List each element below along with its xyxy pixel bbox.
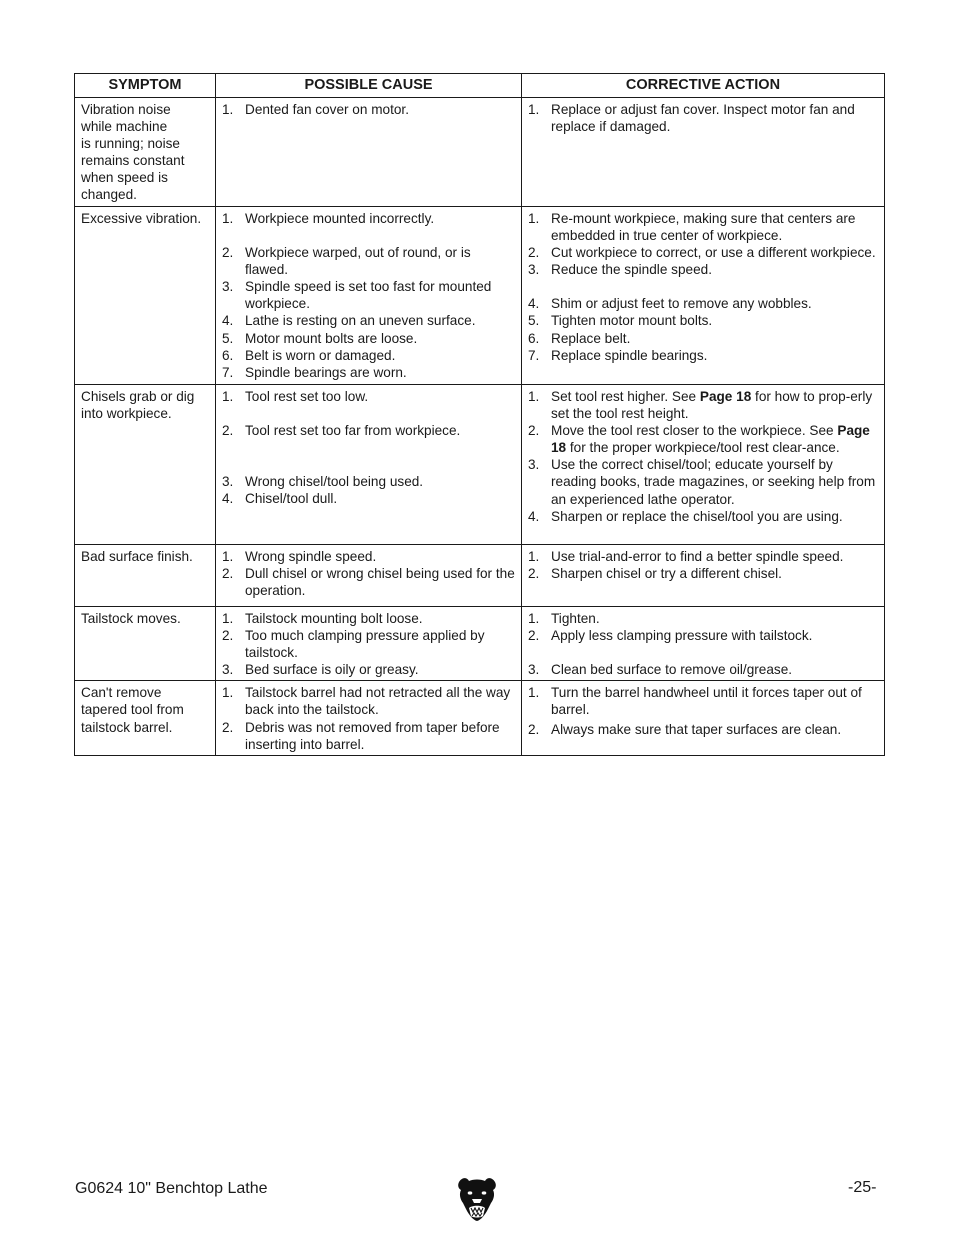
cause-item-number: 1. xyxy=(222,549,234,564)
corrective-action-cell xyxy=(522,385,885,545)
action-item-number: 7. xyxy=(528,347,540,363)
cause-item-text: Tailstock barrel had not retracted all the way back into the tailstock. xyxy=(245,685,511,718)
action-item xyxy=(528,456,879,507)
action-item-number: 4. xyxy=(528,296,540,312)
cause-item-text: Belt is worn or damaged. xyxy=(245,347,396,363)
cause-item-number: 7. xyxy=(222,364,234,380)
action-item-number: 1. xyxy=(528,211,540,226)
action-item xyxy=(528,565,879,582)
cause-item xyxy=(222,661,516,678)
action-item xyxy=(528,548,879,565)
cause-item xyxy=(222,684,516,718)
action-item-text: Use trial-and-error to find a better spindle speed. xyxy=(551,549,844,564)
action-item-number: 2. xyxy=(528,566,540,582)
action-list xyxy=(528,610,879,678)
action-item xyxy=(528,610,879,627)
header-possible-cause: POSSIBLE CAUSE xyxy=(216,74,522,98)
action-item-number: 2. xyxy=(528,628,540,644)
symptom-cell: Vibration noise while machine is running; noise remains constant when speed is changed. xyxy=(75,98,216,207)
cause-list xyxy=(222,610,516,678)
cause-item-text: Spindle bearings are worn. xyxy=(245,364,407,380)
cause-item-text: Wrong chisel/tool being used. xyxy=(245,474,424,490)
action-item-number: 1. xyxy=(528,611,540,626)
cause-list xyxy=(222,101,516,118)
header-symptom: SYMPTOM xyxy=(75,74,216,98)
cause-item xyxy=(222,719,516,753)
cause-item xyxy=(222,565,516,599)
action-item xyxy=(528,261,879,278)
cause-item-text: Debris was not removed from taper before inserting into barrel. xyxy=(245,719,500,752)
cause-item-text: Too much clamping pressure applied by tailstock. xyxy=(245,628,485,661)
action-item-text: Tighten. xyxy=(551,611,600,626)
cause-item-text: Chisel/tool dull. xyxy=(245,491,338,507)
possible-cause-cell xyxy=(216,207,522,385)
table-row xyxy=(75,98,885,207)
action-item xyxy=(528,721,879,738)
action-item-number: 2. xyxy=(528,245,540,261)
action-item-number: 2. xyxy=(528,721,540,737)
cause-item xyxy=(222,627,516,661)
action-item-text: Sharpen chisel or try a different chisel. xyxy=(551,566,782,582)
cause-list xyxy=(222,548,516,599)
cause-item-number: 5. xyxy=(222,330,234,346)
cause-item-number: 1. xyxy=(222,389,234,404)
action-item-text: Always make sure that taper surfaces are clean. xyxy=(551,721,842,737)
cause-item xyxy=(222,388,516,405)
symptom-cell: Tailstock moves. xyxy=(75,607,216,681)
action-item xyxy=(528,101,879,135)
cause-item xyxy=(222,422,516,439)
possible-cause-cell xyxy=(216,545,522,607)
cause-item xyxy=(222,610,516,627)
action-item xyxy=(528,422,879,456)
possible-cause-cell xyxy=(216,98,522,207)
cause-list xyxy=(222,684,516,752)
action-item-text-continued: for how to prop-erly set the tool rest height. xyxy=(551,389,873,422)
footer-page-number: -25- xyxy=(848,1179,877,1196)
possible-cause-cell xyxy=(216,681,522,755)
cause-item-number: 2. xyxy=(222,423,234,439)
cause-item-text: Tailstock mounting bolt loose. xyxy=(245,611,423,626)
action-item-text: Reduce the spindle speed. xyxy=(551,262,712,278)
corrective-action-cell xyxy=(522,607,885,681)
cause-item-number: 1. xyxy=(222,685,234,701)
action-item-number: 1. xyxy=(528,389,540,404)
table-row xyxy=(75,681,885,755)
action-item xyxy=(528,210,879,244)
table-row xyxy=(75,545,885,607)
cause-item xyxy=(222,210,516,227)
cause-item-number: 4. xyxy=(222,313,234,329)
cause-item-text: Workpiece warped, out of round, or is flawed. xyxy=(245,245,471,278)
cause-item xyxy=(222,347,516,364)
action-item xyxy=(528,508,879,525)
cause-item-number: 2. xyxy=(222,719,234,735)
action-item xyxy=(528,295,879,312)
footer-manual-title: G0624 10" Benchtop Lathe xyxy=(75,1180,268,1197)
action-item xyxy=(528,627,879,644)
cause-item xyxy=(222,548,516,565)
cause-list xyxy=(222,210,516,381)
action-item-text: Replace spindle bearings. xyxy=(551,347,708,363)
table-row xyxy=(75,207,885,385)
action-item xyxy=(528,312,879,329)
page-reference: Page 18 xyxy=(551,423,870,456)
action-item-text: Cut workpiece to correct, or use a different workpiece. xyxy=(551,245,876,261)
troubleshooting-table xyxy=(74,73,885,756)
page-reference: Page 18 xyxy=(699,389,752,404)
table-header-row xyxy=(75,74,885,98)
cause-item-text: Dented fan cover on motor. xyxy=(245,102,409,117)
action-item-number: 3. xyxy=(528,262,540,278)
cause-item-text: Motor mount bolts are loose. xyxy=(245,330,418,346)
cause-item xyxy=(222,278,516,312)
action-item-text-continued: for the proper workpiece/tool rest clear-ance. xyxy=(566,440,840,456)
header-corrective-action: CORRECTIVE ACTION xyxy=(522,74,885,98)
action-item-number: 2. xyxy=(528,423,540,439)
action-list xyxy=(528,388,879,525)
action-item-text: Tighten motor mount bolts. xyxy=(551,313,713,329)
cause-item xyxy=(222,364,516,381)
cause-item xyxy=(222,330,516,347)
action-item-number: 3. xyxy=(528,662,540,678)
action-item-text: Use the correct chisel/tool; educate yourself by reading books, trade magazines, or seeking help from an experienced lathe operator. xyxy=(551,457,876,507)
cause-item xyxy=(222,101,516,118)
cause-list xyxy=(222,388,516,507)
action-item-number: 1. xyxy=(528,685,540,701)
symptom-cell: Bad surface finish. xyxy=(75,545,216,607)
cause-item-number: 1. xyxy=(222,211,234,226)
action-item-text: Replace or adjust fan cover. Inspect motor fan and replace if damaged. xyxy=(551,102,855,135)
cause-item xyxy=(222,473,516,490)
cause-item-number: 4. xyxy=(222,491,234,507)
action-list xyxy=(528,101,879,135)
cause-item-number: 2. xyxy=(222,628,234,644)
action-list xyxy=(528,684,879,737)
cause-item-number: 3. xyxy=(222,662,234,678)
action-item xyxy=(528,244,879,261)
action-item-text: Turn the barrel handwheel until it forces taper out of barrel. xyxy=(551,685,862,718)
cause-item-text: Spindle speed is set too fast for mounted workpiece. xyxy=(245,279,492,312)
cause-item xyxy=(222,244,516,278)
cause-item-text: Tool rest set too far from workpiece. xyxy=(245,423,461,439)
action-item-text: Set tool rest higher. See xyxy=(551,389,700,404)
action-list xyxy=(528,210,879,364)
cause-item-number: 2. xyxy=(222,566,234,582)
action-item-number: 1. xyxy=(528,102,540,117)
action-item-number: 5. xyxy=(528,313,540,329)
cause-item-text: Workpiece mounted incorrectly. xyxy=(245,211,435,226)
cause-item-text: Bed surface is oily or greasy. xyxy=(245,662,419,678)
action-item-text: Apply less clamping pressure with tailstock. xyxy=(551,628,813,644)
cause-item-number: 2. xyxy=(222,245,234,261)
action-item-number: 4. xyxy=(528,508,540,524)
action-item-text: Re-mount workpiece, making sure that centers are embedded in true center of workpiece. xyxy=(551,211,856,244)
possible-cause-cell xyxy=(216,607,522,681)
cause-item-number: 3. xyxy=(222,279,234,295)
table-row xyxy=(75,385,885,545)
possible-cause-cell xyxy=(216,385,522,545)
action-item xyxy=(528,661,879,678)
corrective-action-cell xyxy=(522,545,885,607)
action-item-text: Move the tool rest closer to the workpiece. See xyxy=(551,423,838,439)
action-item xyxy=(528,330,879,347)
cause-item-number: 1. xyxy=(222,611,234,626)
cause-item-number: 6. xyxy=(222,347,234,363)
action-item xyxy=(528,684,879,718)
cause-item-number: 1. xyxy=(222,102,234,117)
action-list xyxy=(528,548,879,582)
cause-item-text: Wrong spindle speed. xyxy=(245,549,377,564)
symptom-cell: Chisels grab or dig into workpiece. xyxy=(75,385,216,545)
cause-item-text: Lathe is resting on an uneven surface. xyxy=(245,313,476,329)
cause-item-number: 3. xyxy=(222,474,234,490)
action-item-text: Shim or adjust feet to remove any wobbles. xyxy=(551,296,812,312)
corrective-action-cell xyxy=(522,207,885,385)
symptom-cell: Excessive vibration. xyxy=(75,207,216,385)
action-item-number: 6. xyxy=(528,330,540,346)
corrective-action-cell xyxy=(522,98,885,207)
action-item-number: 3. xyxy=(528,457,540,473)
corrective-action-cell xyxy=(522,681,885,755)
cause-item xyxy=(222,312,516,329)
action-item-text: Clean bed surface to remove oil/grease. xyxy=(551,662,793,678)
table-row xyxy=(75,607,885,681)
action-item xyxy=(528,388,879,422)
cause-item xyxy=(222,490,516,507)
action-item-number: 1. xyxy=(528,549,540,564)
action-item-text: Sharpen or replace the chisel/tool you are using. xyxy=(551,508,843,524)
cause-item-text: Tool rest set too low. xyxy=(245,389,369,404)
cause-item-text: Dull chisel or wrong chisel being used for the operation. xyxy=(245,566,515,599)
symptom-cell: Can't remove tapered tool from tailstock barrel. xyxy=(75,681,216,755)
action-item xyxy=(528,347,879,364)
action-item-text: Replace belt. xyxy=(551,330,631,346)
grizzly-bear-logo-icon xyxy=(456,1176,498,1222)
